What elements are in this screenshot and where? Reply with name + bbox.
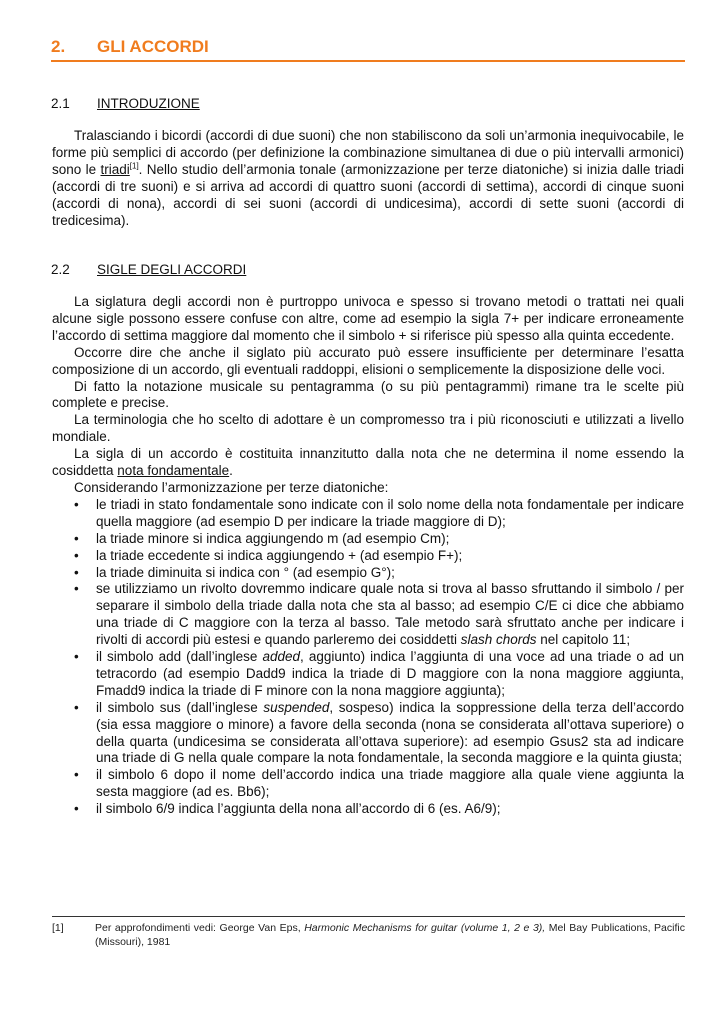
bullet-icon: • [74, 801, 79, 817]
section-title: SIGLE DEGLI ACCORDI [97, 262, 247, 277]
intro-paragraph-block [52, 128, 684, 229]
intro-text-1: Tralasciando i bicordi (accordi di due suoni) che non stabiliscono da soli un’armonia inequivocabile, le forme più semplici di accordo (per definizione la combinazione simultanea di due o più intervalli armonici) sono le [52, 128, 684, 177]
intro-paragraph [52, 128, 684, 229]
section-heading-introduzione [51, 95, 200, 112]
footnote-reference[interactable]: [1] [129, 161, 139, 171]
list-item-text: il simbolo sus (dall’inglese [96, 699, 264, 715]
chapter-title-text: GLI ACCORDI [97, 37, 209, 56]
list-item-text: le triadi in stato fondamentale sono indicate con il solo nome della nota fondamentale per indicare quella maggiore (ad esempio D per indicare la triade maggiore di D); [96, 496, 684, 529]
italic-term: slash chords [460, 632, 537, 648]
section-title: INTRODUZIONE [97, 96, 200, 111]
footnote-text-part: Per approfondimenti vedi: George Van Eps, [95, 922, 305, 934]
list-item [52, 801, 684, 818]
bullet-icon: • [74, 649, 79, 665]
list-item [52, 581, 684, 649]
footnote-number: [1] [52, 922, 64, 934]
term-nota-fondamentale: nota fondamentale [117, 463, 230, 479]
list-item [52, 548, 684, 565]
list-item-text: la triade minore si indica aggiungendo m (ad esempio Cm); [96, 530, 450, 546]
footnote [52, 921, 685, 949]
list-item [52, 497, 684, 531]
paragraph [52, 446, 684, 480]
paragraph: La terminologia che ho scelto di adottare è un compromesso tra i più riconosciuti e utilizzati a livello mondiale. [52, 412, 684, 445]
list-item-text: il simbolo 6 dopo il nome dell’accordo indica una triade maggiore alla quale viene aggiunta la sesta maggiore (ad es. Bb6); [96, 767, 684, 800]
term-triadi: triadi [100, 161, 130, 177]
bullet-icon: • [74, 547, 79, 563]
bullet-icon: • [74, 581, 79, 597]
paragraph: Occorre dire che anche il siglato più accurato può essere insufficiente per determinare l’esatta composizione di un accordo, gli eventuali raddoppi, elisioni o semplicemente la disposizione delle voci. [52, 344, 684, 377]
bullet-icon: • [74, 496, 79, 512]
section-heading-sigle [51, 261, 246, 278]
list-item-text: il simbolo 6/9 indica l’aggiunta della nona all’accordo di 6 (es. A6/9); [96, 801, 501, 817]
bullet-icon: • [74, 530, 79, 546]
paragraph: Di fatto la notazione musicale su pentagramma (o su più pentagrammi) rimane tra le scelte più complete e precise. [52, 378, 684, 411]
list-item [52, 649, 684, 700]
italic-term: added [262, 649, 301, 665]
footnote-text [95, 921, 685, 949]
bullet-icon: • [74, 767, 79, 783]
list-item-text: la triade eccedente si indica aggiungendo + (ad esempio F+); [96, 547, 463, 563]
chapter-number: 2. [51, 37, 66, 56]
list-item [52, 700, 684, 768]
list-item-text: il simbolo add (dall’inglese [96, 649, 263, 665]
italic-term: suspended [263, 699, 330, 715]
footnote-text-part: Mel Bay Publications, Pacific (Missouri), 1981 [95, 922, 685, 948]
footnote-book-title: Harmonic Mechanisms for guitar (volume 1, 2 e 3), [304, 922, 546, 934]
bullet-icon: • [74, 564, 79, 580]
sigle-paragraph-block [52, 294, 684, 818]
paragraph: La siglatura degli accordi non è purtroppo univoca e spesso si trovano metodi o trattati nei quali alcune sigle possono essere confuse con altre, come ad esempio la sigla 7+ per indicare erroneamente l’accordo di settima maggiore dal momento che il simbolo + si riferisce più spesso alla quinta eccedente. [52, 294, 684, 343]
bullet-icon: • [74, 699, 79, 715]
intro-text-2: . Nello studio dell’armonia tonale (armonizzazione per terze diatoniche) si inizia dalle triadi (accordi di tre suoni) e si arriva ad accordi di quattro suoni (accordi di settima), accordi di cinque suoni (accordi di nona), accordi di sei suoni (accordi di undicesima), accordi di sette suoni (accordi di tredicesima). [52, 161, 684, 228]
chapter-title [51, 36, 685, 62]
list-item [52, 531, 684, 548]
chord-symbol-list [52, 497, 684, 818]
footnote-divider [52, 916, 685, 917]
section-number: 2.2 [51, 262, 70, 277]
section-number: 2.1 [51, 96, 70, 111]
list-item-text: , aggiunto) indica l’aggiunta di una voce ad una triade o ad un tetracordo (ad esempio Dadd9 indica la triade di D maggiore con la nona maggiore aggiunta, Fmadd9 indica la triade di F minore con la nona maggiore aggiunta); [96, 649, 684, 698]
list-item-text: se utilizziamo un rivolto dovremmo indicare quale nota si trova al basso sfruttando il simbolo / per separare il simbolo della triade dalla nota che sta al basso; ad esempio C/E ci dice che abbiamo una triade di C maggiore con la terza al basso. Tale metodo sarà sfruttato anche per indicare i rivolti di accordi più estesi e quando parleremo dei cosiddetti [96, 581, 684, 648]
list-item [52, 565, 684, 582]
text: La sigla di un accordo è costituita innanzitutto dalla nota che ne determina il nome essendo la cosiddetta [52, 446, 684, 479]
paragraph: Considerando l’armonizzazione per terze diatoniche: [74, 479, 389, 495]
list-item-text: , sospeso) indica la soppressione della terza dell’accordo (sia essa maggiore o minore) a favore della seconda (nona se considerata all’ottava superiore) o della quarta (undicesima se considerata all’ottava superiore): ad esempio Gsus2 sta ad indicare una triade di G nella quale compare la nota fondamentale, la seconda maggiore e la quinta giusta; [96, 699, 684, 766]
text: . [229, 463, 233, 479]
list-item [52, 767, 684, 801]
list-item-text: nel capitolo 11; [536, 632, 631, 648]
list-item-text: la triade diminuita si indica con ° (ad esempio G°); [96, 564, 395, 580]
